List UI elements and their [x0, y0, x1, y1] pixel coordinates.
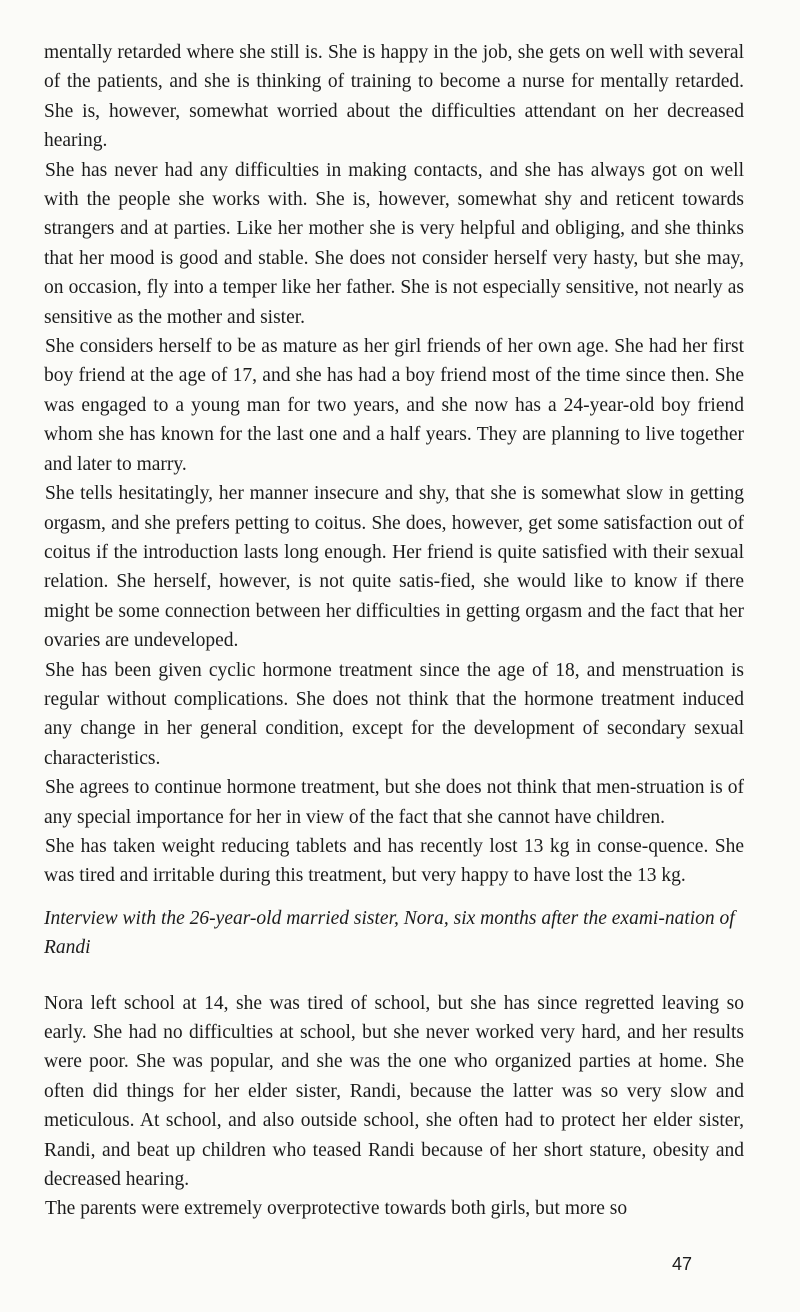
page-number: 47 [672, 1254, 693, 1274]
body-text [44, 38, 744, 1224]
paragraph: She considers herself to be as mature as her girl friends of her own age. She had her first boy friend at the age of 17, and she has had a boy friend most of the time since then. She was engaged to a young man for two years, and she now has a 24-year-old boy friend whom she has known for the last one and a half years. They are planning to live together and later to marry. [44, 336, 744, 475]
paragraph: Nora left school at 14, she was tired of school, but she has since regretted leaving so early. She had no difficulties at school, but she never worked very hard, and her results were poor. She was popular, and she was the one who organized parties at home. She often did things for her elder sister, Randi, because the latter was so very slow and meticulous. At school, and also outside school, she often had to protect her elder sister, Randi, and beat up children who teased Randi because of her short stature, obesity and decreased hearing. [44, 992, 744, 1191]
paragraph: She has been given cyclic hormone treatment since the age of 18, and menstruation is regular without complications. She does not think that the hormone treatment induced any change in her general condition, except for the development of secondary sexual characteristics. [44, 659, 744, 769]
paragraph: She has never had any difficulties in making contacts, and she has always got on well with the people she works with. She is, however, somewhat shy and reticent towards strangers and at parties. Like her mother she is very helpful and obliging, and she thinks that her mood is good and stable. She does not consider herself very hasty, but she may, on occasion, fly into a temper like her father. She is not especially sensitive, not nearly as sensitive as the mother and sister. [44, 159, 744, 328]
section-heading: Interview with the 26-year-old married sister, Nora, six months after the exami-nation of Randi [44, 907, 735, 959]
paragraph: She has taken weight reducing tablets and has recently lost 13 kg in conse-quence. She was tired and irritable during this treatment, but very happy to have lost the 13 kg. [44, 835, 744, 887]
paragraph: The parents were extremely overprotective towards both girls, but more so [45, 1198, 628, 1220]
paragraph: She agrees to continue hormone treatment, but she does not think that men-struation is of any special importance for her in view of the fact that she cannot have children. [44, 777, 744, 828]
paragraph: She tells hesitatingly, her manner insecure and shy, that she is somewhat slow in getting orgasm, and she prefers petting to coitus. She does, however, get some satisfaction out of coitus if the introduction lasts long enough. Her friend is quite satisfied with their sexual relation. She herself, however, is not quite satis-fied, she would like to know if there might be some connection between her difficulties in getting orgasm and the fact that her ovaries are undeveloped. [44, 483, 744, 652]
paragraph: mentally retarded where she still is. She is happy in the job, she gets on well with several of the patients, and she is thinking of training to become a nurse for mentally retarded. She is, however, somewhat worried about the difficulties attendant on her decreased hearing. [44, 42, 744, 152]
